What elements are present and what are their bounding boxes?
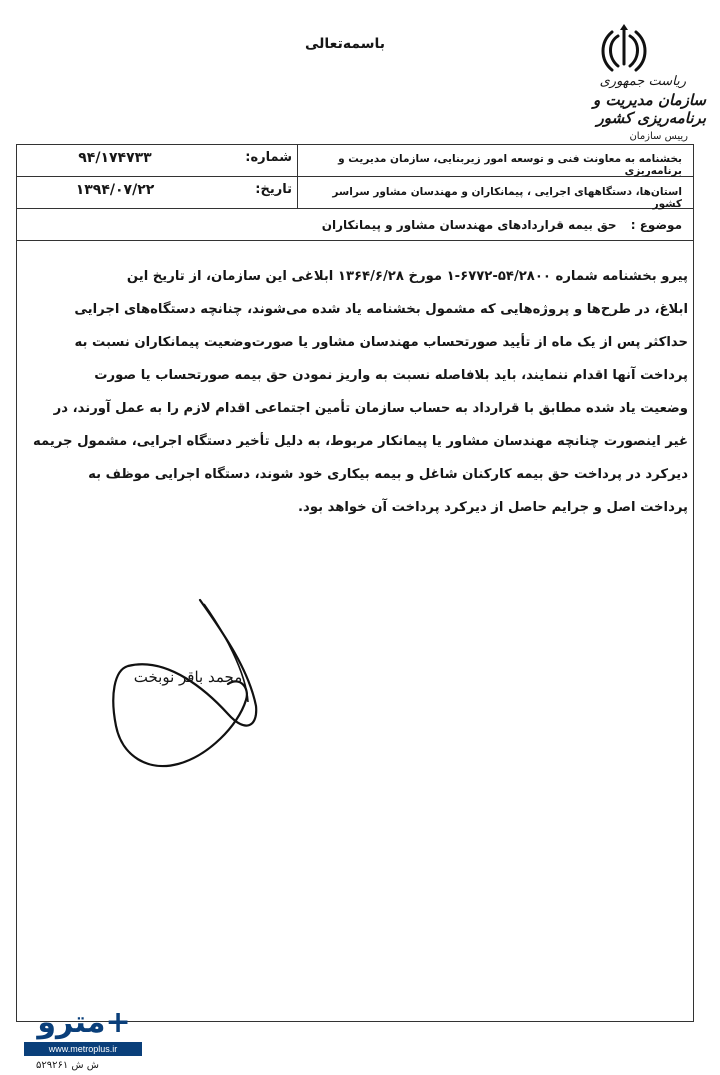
date-label: تاریخ: <box>255 182 292 197</box>
recipient-line-2: استان‌ها، دستگاههای اجرایی ، پیمانکاران و مهندسان مشاور سراسر کشور <box>332 186 682 210</box>
website-url: www.metroplus.ir <box>24 1042 142 1056</box>
subject-divider <box>16 240 694 241</box>
number-label: شماره: <box>245 150 292 165</box>
letter-date: ۱۳۹۴/۰۷/۲۲ <box>75 182 155 198</box>
organization-name: سازمان مدیریت و برنامه‌ریزی کشور <box>593 91 706 127</box>
column-divider <box>297 144 298 208</box>
letter-number: ۹۴/۱۷۴۷۳۳ <box>78 150 152 166</box>
body-line: پیرو بخشنامه شماره ۵۴/۲۸۰۰-۶۷۷۲-۱ مورخ ۱۳۶۴/۶/۲۸ ابلاغی این سازمان، از تاریخ این <box>126 269 688 284</box>
body-line: حداکثر پس از یک ماه از تأیید صورتحساب مهندسان مشاور یا صورت‌وضعیت پیمانکاران نسبت به <box>74 335 688 350</box>
organization-head-title: رییس سازمان <box>629 131 688 142</box>
subject-text: حق بیمه قراردادهای مهندسان مشاور و پیمانکاران <box>321 218 617 232</box>
recipient-line-1: بخشنامه به معاونت فنی و توسعه امور زیربنایی، سازمان مدیریت و برنامه‌ریزی <box>338 153 682 177</box>
signatory-name: محمد باقر نوبخت <box>133 668 243 686</box>
basmala-heading: باسمه‌تعالی <box>305 36 385 52</box>
body-line: غیر اینصورت چنانچه مهندسان مشاور یا پیمانکار مربوط، به دلیل تأخیر دستگاه اجرایی، مشمول جریمه <box>32 434 688 449</box>
subject-label: موضوع : <box>630 218 682 232</box>
metroplus-logo <box>24 1002 144 1042</box>
body-line: ابلاغ، در طرح‌ها و پروژه‌هایی که مشمول بخشنامه یاد شده می‌شوند، چنانچه دستگاه‌های اجرایی <box>74 302 688 317</box>
registry-number: ش ش ۵۲۹۲۶۱ <box>36 1060 100 1071</box>
body-line: دیرکرد در پرداخت حق بیمه کارکنان شاغل و بیمه بیکاری خود شوند، دستگاه اجرایی موظف به <box>88 467 688 482</box>
body-line: پرداخت آنها اقدام ننمایند، باید بلافاصله نسبت به واریز نمودن حق بیمه صورتحساب یا صورت <box>94 368 688 383</box>
organization-block <box>546 74 706 142</box>
svg-text:مترو+: مترو+ <box>37 1005 131 1040</box>
signature-scribble <box>108 596 268 776</box>
body-line: وضعیت یاد شده مطابق با قرارداد به حساب سازمان تأمین اجتماعی اقدام لازم را به عمل آورند، در <box>53 401 688 416</box>
body-line: پرداخت اصل و جرایم حاصل از دیرکرد پرداخت آن خواهد بود. <box>298 500 688 515</box>
iran-emblem-icon <box>596 24 652 76</box>
presidency-label: ریاست جمهوری <box>599 74 686 89</box>
subject-row <box>300 218 682 232</box>
